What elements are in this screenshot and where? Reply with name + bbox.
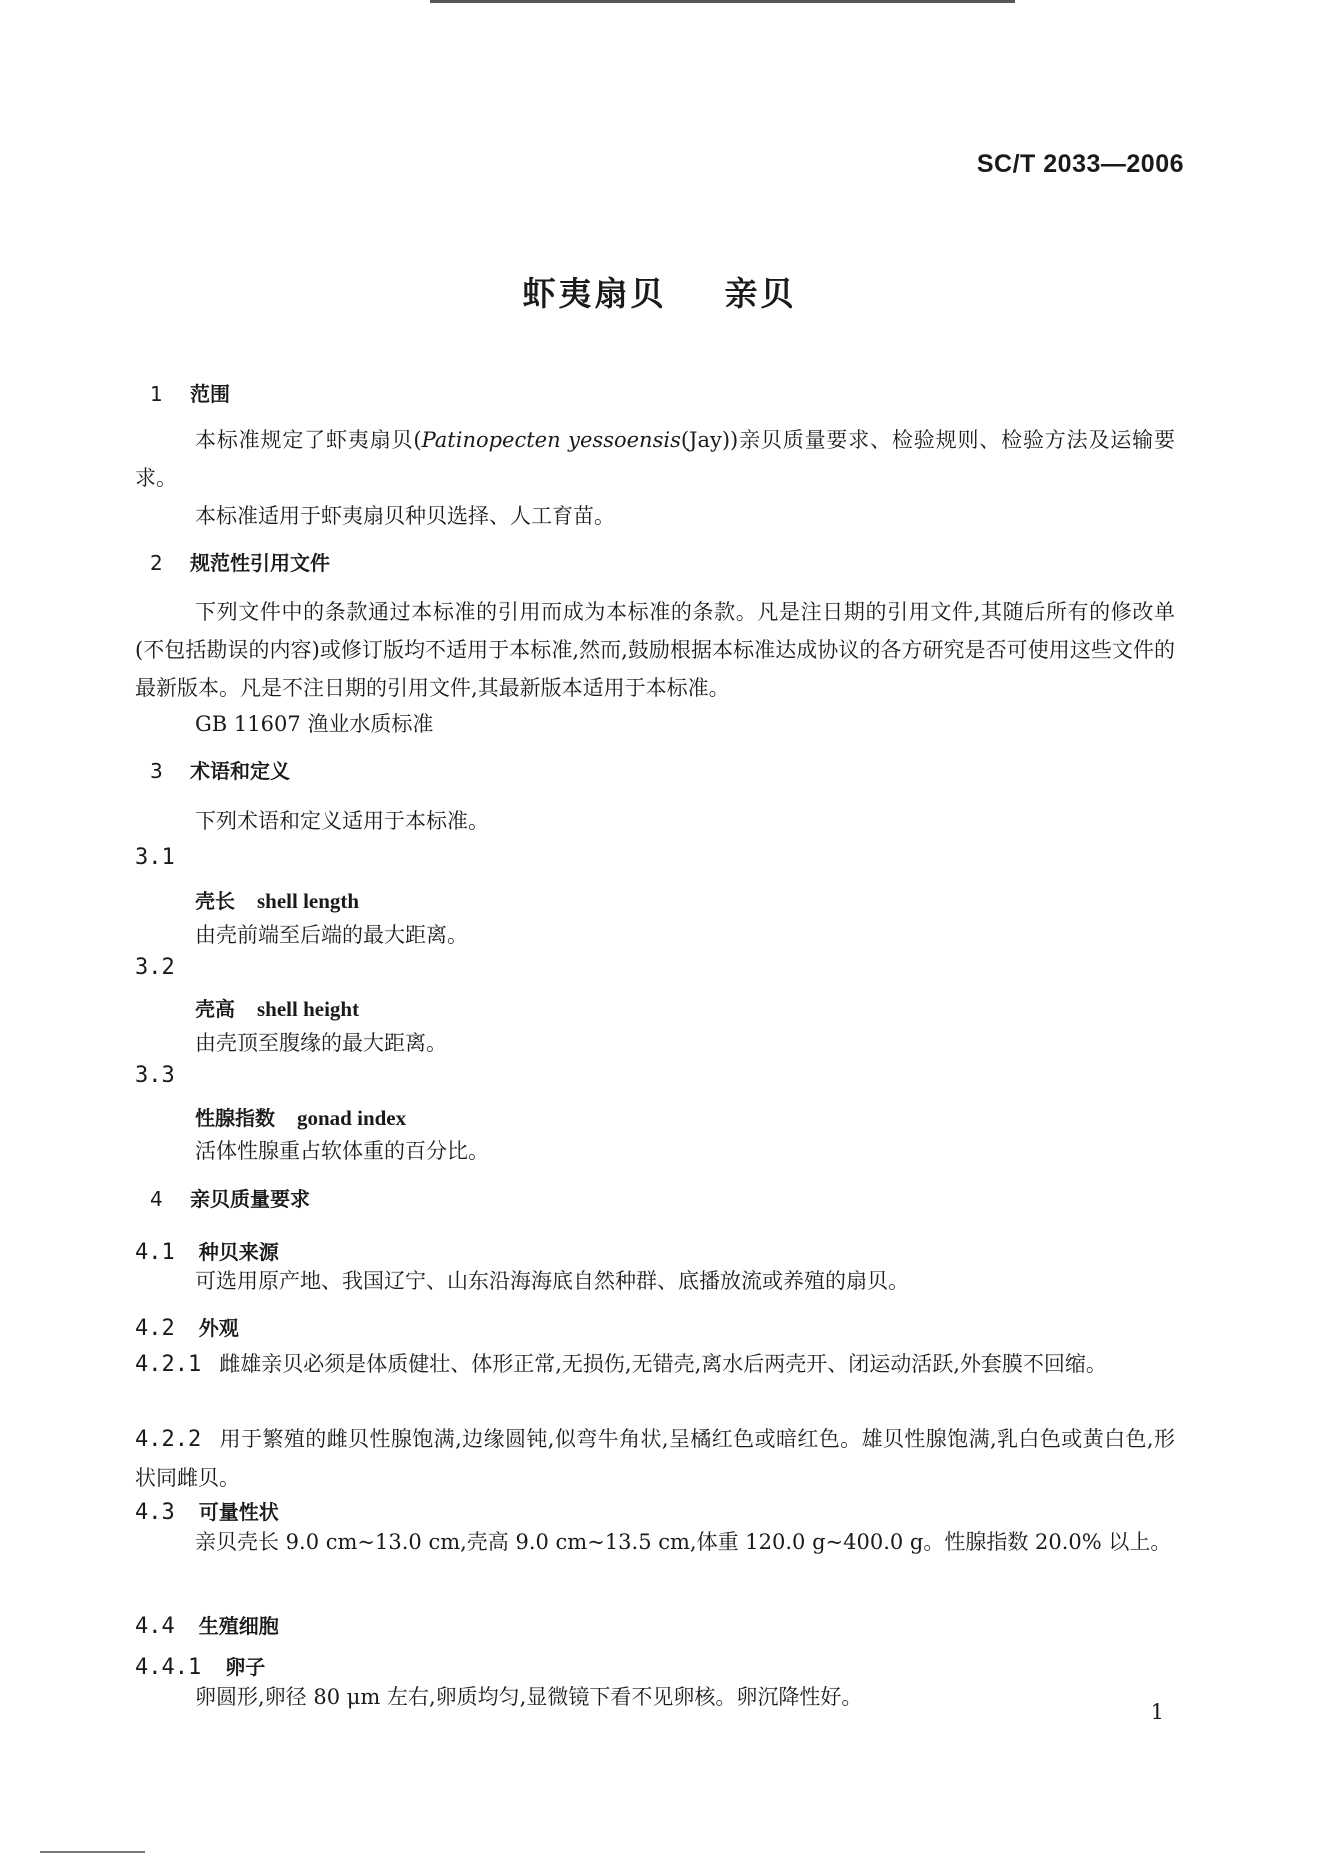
bottom-rule xyxy=(40,1851,145,1853)
term-title: 壳长 shell length xyxy=(195,889,360,913)
section-title: 范围 xyxy=(190,382,230,406)
term-title: 性腺指数 gonad index xyxy=(195,1106,407,1130)
section-3-intro: 下列术语和定义适用于本标准。 xyxy=(195,809,489,833)
normative-reference: GB 11607 渔业水质标准 xyxy=(195,712,434,736)
section-title: 术语和定义 xyxy=(190,759,290,783)
section-title: 规范性引用文件 xyxy=(190,551,330,575)
document-title: 虾夷扇贝 亲贝 xyxy=(522,274,797,313)
section-number: 2 xyxy=(150,551,163,575)
subsection-4-4-heading: 4.4 生殖细胞 xyxy=(135,1614,279,1639)
subsection-4-2-1: 4.2.1 雌雄亲贝必须是体质健壮、体形正常,无损伤,无错壳,离水后两壳开、闭运动活跃,外套膜不回缩。 xyxy=(135,1352,1107,1377)
subsection-4-4-1-text: 卵圆形,卵径 80 μm 左右,卵质均匀,显微镜下看不见卵核。卵沉降性好。 xyxy=(195,1685,863,1709)
standard-code: SC/T 2033—2006 xyxy=(976,150,1184,178)
latin-species-name: Patinopecten yessoensis xyxy=(421,428,681,452)
term-definition: 由壳前端至后端的最大距离。 xyxy=(195,923,468,947)
section-2-heading xyxy=(150,547,330,576)
page-number: 1 xyxy=(1150,1700,1164,1724)
term-number: 3.3 xyxy=(135,1063,175,1088)
section-3-heading xyxy=(150,755,290,784)
term-title: 壳高 shell height xyxy=(195,997,360,1021)
section-2-paragraph: 下列文件中的条款通过本标准的引用而成为本标准的条款。凡是注日期的引用文件,其随后所有的修改单(不包括勘误的内容)或修订版均不适用于本标准,然而,鼓励根据本标准达成协议的各方研究是否可使用这些文件的最新版本。凡是不注日期的引用文件,其最新版本适用于本标准。 xyxy=(135,600,1175,700)
term-definition: 由壳顶至腹缘的最大距离。 xyxy=(195,1031,447,1055)
top-rule xyxy=(430,0,1015,3)
section-number: 3 xyxy=(150,759,163,783)
section-number: 4 xyxy=(150,1187,163,1211)
section-1-paragraph-1: 本标准规定了虾夷扇贝(Patinopecten yessoensis(Jay))亲贝质量要求、检验规则、检验方法及运输要求。 xyxy=(135,428,1175,490)
section-1-paragraph-2: 本标准适用于虾夷扇贝种贝选择、人工育苗。 xyxy=(195,504,615,528)
subsection-4-2-heading: 4.2 外观 xyxy=(135,1316,239,1341)
subsection-4-4-1-heading: 4.4.1 卵子 xyxy=(135,1655,266,1680)
subsection-4-3-text: 亲贝壳长 9.0 cm~13.0 cm,壳高 9.0 cm~13.5 cm,体重 120.0 g~400.0 g。性腺指数 20.0% 以上。 xyxy=(195,1530,1172,1554)
section-title: 亲贝质量要求 xyxy=(190,1187,310,1211)
term-number: 3.1 xyxy=(135,845,175,870)
section-1-heading xyxy=(150,378,230,407)
term-number: 3.2 xyxy=(135,955,175,980)
subsection-4-2-2: 4.2.2 用于繁殖的雌贝性腺饱满,边缘圆钝,似弯牛角状,呈橘红色或暗红色。雄贝性腺饱满,乳白色或黄白色,形状同雌贝。 xyxy=(135,1427,1175,1490)
section-4-heading xyxy=(150,1183,310,1212)
subsection-4-1-text: 可选用原产地、我国辽宁、山东沿海海底自然种群、底播放流或养殖的扇贝。 xyxy=(195,1269,909,1293)
term-definition: 活体性腺重占软体重的百分比。 xyxy=(195,1139,489,1163)
subsection-4-1-heading: 4.1 种贝来源 xyxy=(135,1240,279,1265)
subsection-4-3-heading: 4.3 可量性状 xyxy=(135,1500,279,1525)
section-number: 1 xyxy=(150,382,163,406)
